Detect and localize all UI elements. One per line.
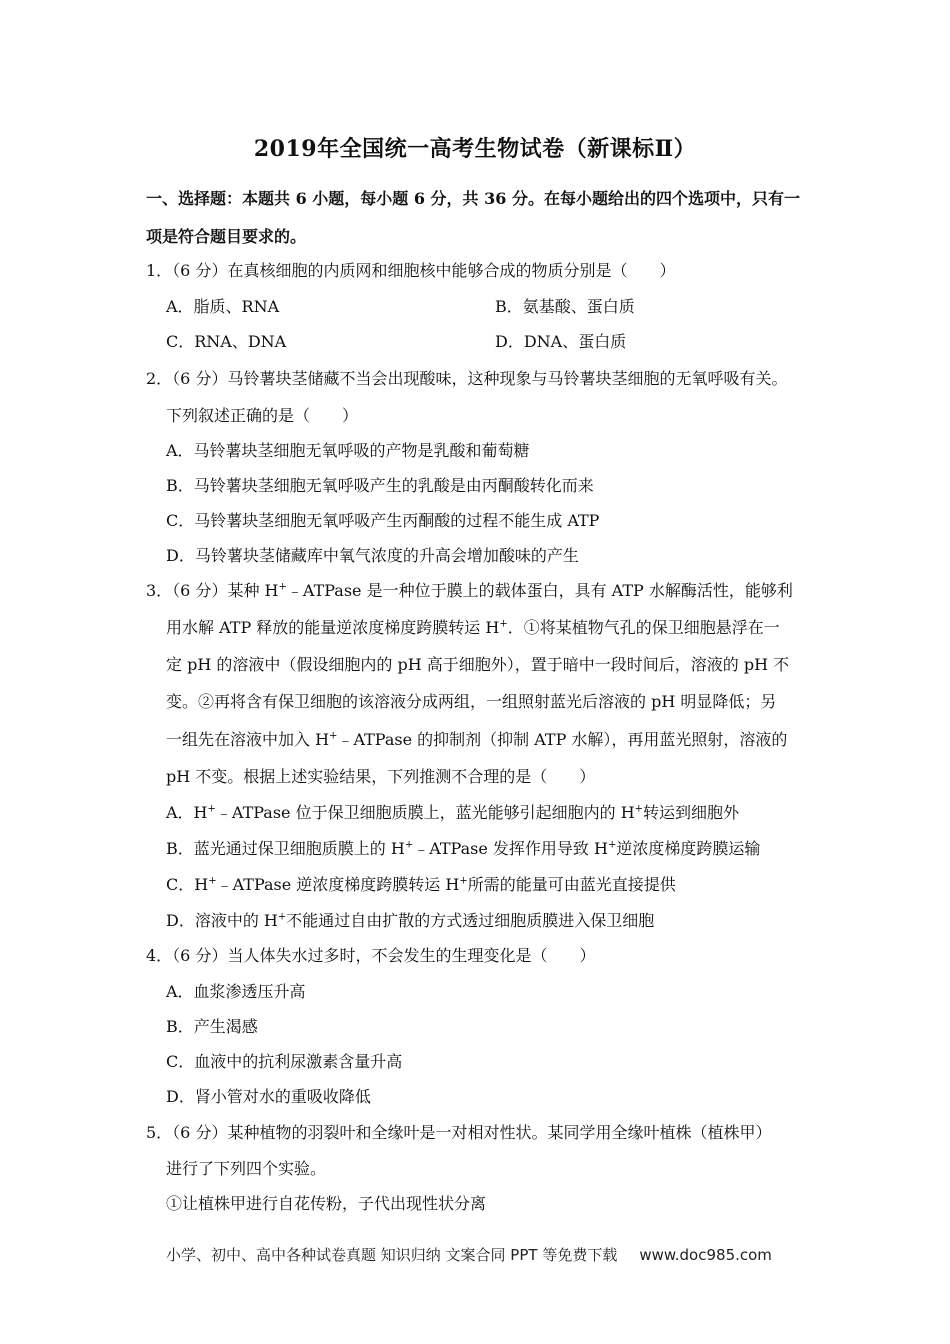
question-5-stem: 5．（6 分）某种植物的羽裂叶和全缘叶是一对相对性状。某同学用全缘叶植株（植株甲） [146, 1123, 772, 1142]
q1-option-a: A．脂质、RNA [166, 297, 280, 316]
question-3-stem-line2: 用水解 ATP 释放的能量逆浓度梯度跨膜转运 H+．①将某植物气孔的保卫细胞悬浮在一 [166, 618, 780, 637]
question-1-stem: 1．（6 分）在真核细胞的内质网和细胞核中能够合成的物质分别是（ ） [146, 261, 676, 280]
q2-option-c: C．马铃薯块茎细胞无氧呼吸产生丙酮酸的过程不能生成 ATP [166, 511, 600, 530]
q4-option-d: D．肾小管对水的重吸收降低 [166, 1087, 371, 1106]
q3-option-c: C．H+﹣ATPase 逆浓度梯度跨膜转运 H+所需的能量可由蓝光直接提供 [166, 875, 676, 894]
question-3-stem-line3: 定 pH 的溶液中（假设细胞内的 pH 高于细胞外），置于暗中一段时间后，溶液的 pH 不 [166, 655, 790, 674]
q2-option-d: D．马铃薯块茎储藏库中氧气浓度的升高会增加酸味的产生 [166, 546, 579, 565]
question-4-stem: 4．（6 分）当人体失水过多时，不会发生的生理变化是（ ） [146, 946, 596, 965]
q2-option-a: A．马铃薯块茎细胞无氧呼吸的产物是乳酸和葡萄糖 [166, 441, 530, 460]
q1-option-d: D．DNA、蛋白质 [495, 332, 627, 351]
footer-site-link[interactable]: www.doc985.com [639, 1246, 772, 1264]
question-3-stem-line6: pH 不变。根据上述实验结果，下列推测不合理的是（ ） [166, 767, 596, 786]
q3-option-b: B．蓝光通过保卫细胞质膜上的 H+﹣ATPase 发挥作用导致 H+逆浓度梯度跨膜运输 [166, 839, 761, 858]
q3-option-d: D．溶液中的 H+不能通过自由扩散的方式透过细胞质膜进入保卫细胞 [166, 911, 655, 930]
q5-experiment-1: ①让植株甲进行自花传粉，子代出现性状分离 [166, 1194, 487, 1213]
question-2-stem: 2．（6 分）马铃薯块茎储藏不当会出现酸味，这种现象与马铃薯块茎细胞的无氧呼吸有关。 [146, 369, 788, 388]
q4-option-b: B．产生渴感 [166, 1017, 258, 1036]
footer-text: 小学、初中、高中各种试卷真题 知识归纳 文案合同 PPT 等免费下载 [166, 1246, 618, 1264]
section-heading-cont: 项是符合题目要求的。 [146, 227, 307, 246]
section-heading: 一、选择题：本题共 6 小题，每小题 6 分，共 36 分。在每小题给出的四个选项中，只有一 [146, 189, 800, 208]
question-3-stem-line4: 变。②再将含有保卫细胞的该溶液分成两组，一组照射蓝光后溶液的 pH 明显降低；另 [166, 692, 777, 711]
q4-option-c: C．血液中的抗利尿激素含量升高 [166, 1052, 403, 1071]
question-3-stem: 3．（6 分）某种 H+﹣ATPase 是一种位于膜上的载体蛋白，具有 ATP 水解酶活性，能够利 [146, 581, 793, 600]
page-title: 2019年全国统一高考生物试卷（新课标Ⅱ） [253, 136, 697, 162]
question-3-stem-line5: 一组先在溶液中加入 H+﹣ATPase 的抑制剂（抑制 ATP 水解），再用蓝光照射，溶液的 [166, 730, 788, 749]
footer-banner [166, 1244, 772, 1265]
q1-option-b: B．氨基酸、蛋白质 [495, 297, 635, 316]
q2-option-b: B．马铃薯块茎细胞无氧呼吸产生的乳酸是由丙酮酸转化而来 [166, 476, 594, 495]
q1-option-c: C．RNA、DNA [166, 332, 287, 351]
q3-option-a: A．H+﹣ATPase 位于保卫细胞质膜上，蓝光能够引起细胞内的 H+转运到细胞外 [166, 803, 740, 822]
question-5-stem-cont: 进行了下列四个实验。 [166, 1159, 327, 1178]
q4-option-a: A．血浆渗透压升高 [166, 982, 306, 1001]
question-2-stem-cont: 下列叙述正确的是（ ） [166, 406, 359, 425]
